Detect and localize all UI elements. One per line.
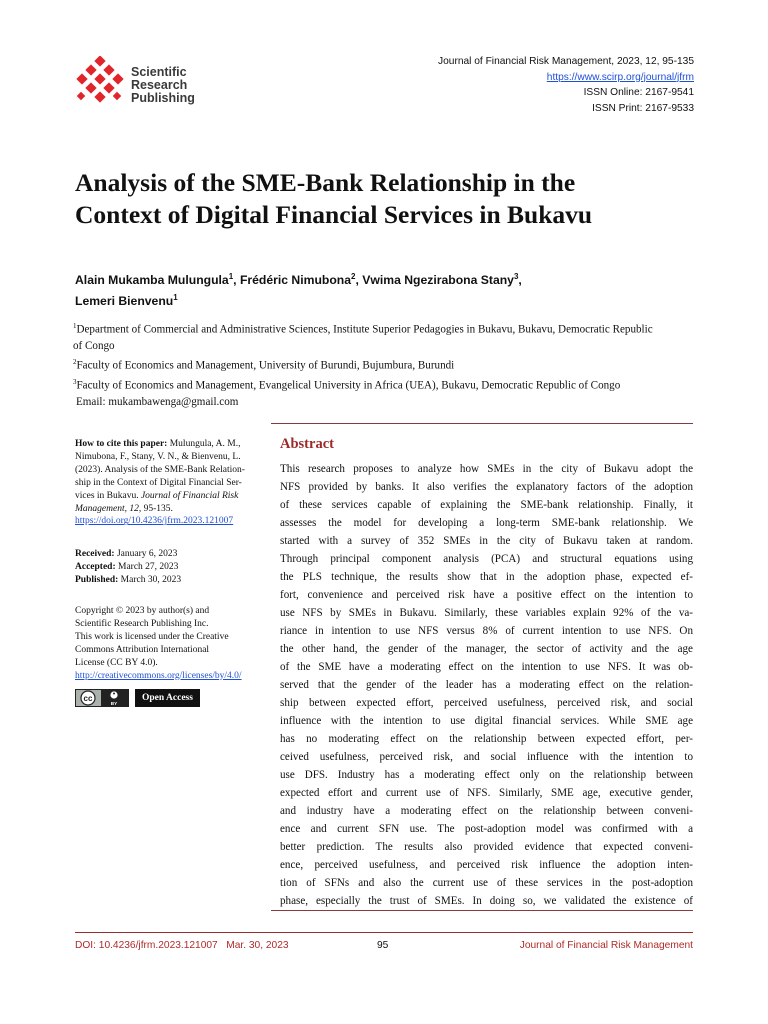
abstract-line: use NFS by SMEs in Bukavu. Similarly, these variables explain 92% of the va-	[280, 607, 693, 619]
abstract-line: tion of SFNs and also the current use of these services in the post-adoption	[280, 877, 693, 889]
cite-journal: Management, 12,	[75, 503, 142, 514]
cc-by-text: BY	[110, 701, 118, 706]
abstract-line: expected effort and current use of NFS. Similarly, SME age, executive gender,	[280, 787, 693, 799]
abstract-line: served that the gender of the leader has a moderating effect on the relation-	[280, 679, 693, 691]
paper-title-line: Analysis of the SME-Bank Relationship in the	[75, 168, 576, 197]
abstract-line: of the SME have a moderating effect on the intention to use NFS. It was ob-	[280, 661, 693, 673]
cite-text: Nimubona, F., Stany, V. N., & Bienvenu, L.	[75, 451, 241, 462]
how-to-cite	[75, 438, 265, 528]
affiliation-mark: 3	[73, 377, 77, 386]
footer-doi-date	[75, 940, 289, 951]
author-affil-mark: 1	[228, 272, 234, 281]
published-label: Published:	[75, 574, 119, 585]
affiliation-1-cont: of Congo	[73, 339, 115, 352]
affiliation-text: Department of Commercial and Administrative Sciences, Institute Superior Pedagogies in Bukavu, Bukavu, Democratic Republic	[76, 323, 653, 336]
cite-pages: 95-135.	[141, 503, 173, 514]
publisher-name-line: Publishing	[131, 91, 195, 105]
abstract-line: NFS provided by banks. It also verifies the explanatory factors of the adoption	[280, 481, 693, 493]
publisher-name	[131, 66, 195, 105]
abstract-line: the other hand, the gender of the manager, the sector of activity and the age	[280, 643, 693, 655]
author-name: Lemeri Bienvenu	[75, 294, 174, 309]
abstract-line: influence with the intention to use digital financial services. While SME age	[280, 715, 693, 727]
cite-label: How to cite this paper:	[75, 439, 168, 449]
cite-journal: Journal of Financial Risk	[140, 490, 239, 501]
cite-text: Mulungula, A. M.,	[167, 439, 241, 449]
copyright-text: License (CC BY 4.0).	[75, 657, 158, 668]
abstract-line: started with a survey of 352 SMEs in the city of Bukavu taken at random.	[280, 535, 693, 547]
author-affil-mark: 1	[173, 293, 178, 303]
abstract-line: of these services capable of explaining the SME-bank relationship. Finally, it	[280, 499, 693, 511]
cite-text: vices in Bukavu.	[75, 490, 141, 501]
received-label: Received:	[75, 549, 115, 559]
journal-meta	[438, 54, 694, 116]
author-name: Vwima Ngezirabona Stany	[362, 273, 514, 288]
copyright-notice	[75, 605, 265, 682]
footer-date: Mar. 30, 2023	[226, 940, 289, 951]
affiliation-text: Faculty of Economics and Management, University of Burundi, Bujumbura, Burundi	[76, 359, 455, 372]
author-affil-mark: 2	[351, 272, 356, 281]
issn-print: ISSN Print: 2167-9533	[592, 102, 694, 114]
affiliation-2	[73, 354, 701, 374]
abstract-bottom-rule	[271, 910, 693, 911]
publisher-name-line: Scientific	[131, 65, 187, 79]
affiliation-mark: 1	[73, 322, 77, 330]
cite-text: ship in the Context of Digital Financial Ser-	[75, 477, 242, 488]
affiliation-text: Faculty of Economics and Management, Evangelical University in Africa (UEA), Bukavu, Democratic Republic of Congo	[76, 379, 621, 392]
publisher-name-line: Research	[131, 78, 188, 92]
abstract-line: better prediction. The results also provided evidence that expected conveni-	[280, 841, 693, 853]
affiliation-1	[73, 318, 701, 338]
affiliation-3	[73, 374, 701, 394]
footer-doi: DOI: 10.4236/jfrm.2023.121007	[75, 940, 218, 951]
abstract-line: fort, convenience and perceived risk have a positive effect on the intention to	[280, 589, 693, 601]
author-name: Alain Mukamba Mulungula	[75, 273, 229, 288]
affiliations	[73, 318, 701, 410]
license-badges	[75, 689, 200, 707]
copyright-text: Copyright © 2023 by author(s) and	[75, 606, 210, 616]
abstract-line: Through principal component analysis (PCA) and structural equations using	[280, 553, 693, 565]
abstract-line: assesses the model for developing a long-term SME-bank relationship. We	[280, 517, 693, 529]
abstract-line: ence and current SFN use. The post-adoption model was confirmed with a	[280, 823, 693, 835]
author-name: Frédéric Nimubona	[239, 273, 352, 288]
abstract-line: ceived usefulness, perceived risk, and social influence with the intention to	[280, 751, 693, 763]
page-number: 95	[377, 940, 389, 951]
abstract-top-rule	[271, 423, 693, 424]
publication-dates	[75, 548, 265, 587]
cite-text: (2023). Analysis of the SME-Bank Relation-	[75, 464, 245, 475]
cc-by-badge-icon[interactable]	[75, 689, 129, 707]
copyright-text: This work is licensed under the Creative	[75, 631, 229, 642]
author-list: Alain Mukamba Mulungula$^1$, Frédéric Nimubona$^2$, Vwima Ngezirabona Stany$^3$, Lemeri Bienvenu$^1$	[75, 272, 522, 309]
license-link[interactable]: http://creativecommons.org/licenses/by/4.0/	[75, 670, 242, 681]
doi-link[interactable]: https://doi.org/10.4236/jfrm.2023.121007	[75, 516, 234, 527]
accepted-label: Accepted:	[75, 561, 116, 572]
journal-citation: Journal of Financial Risk Management, 2023, 12, 95-135	[438, 56, 694, 67]
abstract-line: phase, especially the trust of SMEs. In doing so, we validated the existence of	[280, 895, 693, 907]
abstract-heading: Abstract	[280, 436, 334, 452]
issn-online: ISSN Online: 2167-9541	[583, 87, 694, 99]
abstract-line: the PLS technique, the results show that in the adoption phase, expected ef-	[280, 571, 693, 583]
abstract-body	[280, 460, 693, 910]
accepted-date: March 27, 2023	[115, 561, 179, 572]
abstract-line: This research proposes to analyze how SMEs in the city of Bukavu adopt the	[280, 463, 693, 475]
copyright-text: Commons Attribution International	[75, 644, 210, 655]
paper-title	[75, 167, 715, 231]
author-affil-mark: 3	[513, 272, 519, 281]
received-date: January 6, 2023	[114, 549, 178, 559]
footer-journal: Journal of Financial Risk Management	[519, 940, 693, 951]
paper-title-line: Context of Digital Financial Services in Bukavu	[75, 200, 593, 229]
abstract-line: ship between expected effort, perceived usefulness, perceived risk, and social	[280, 697, 693, 709]
logo-diamond-cluster-icon	[76, 56, 123, 103]
abstract-line: use DFS. Industry has a moderating effect only on the relationship between	[280, 769, 693, 781]
journal-url-link[interactable]: https://www.scirp.org/journal/jfrm	[546, 71, 694, 83]
footer-rule	[75, 932, 693, 933]
abstract-line: and industry have a moderating effect on the relationship between conveni-	[280, 805, 693, 817]
abstract-line: riance in intention to use NFS versus 8% of current intention to use NFS. On	[280, 625, 693, 637]
affiliation-mark: 2	[73, 358, 77, 367]
cc-text: cc	[83, 694, 93, 703]
abstract-line: has no moderating effect on the relationship between expected effort, per-	[280, 733, 693, 745]
abstract-line: ence, perceived usefulness, and perceived risk influence the adoption inten-	[280, 859, 693, 871]
corresponding-email: Email: mukambawenga@gmail.com	[76, 395, 239, 408]
copyright-text: Scientific Research Publishing Inc.	[75, 618, 209, 629]
published-date: March 30, 2023	[118, 574, 182, 585]
open-access-badge[interactable]: Open Access	[135, 689, 200, 707]
